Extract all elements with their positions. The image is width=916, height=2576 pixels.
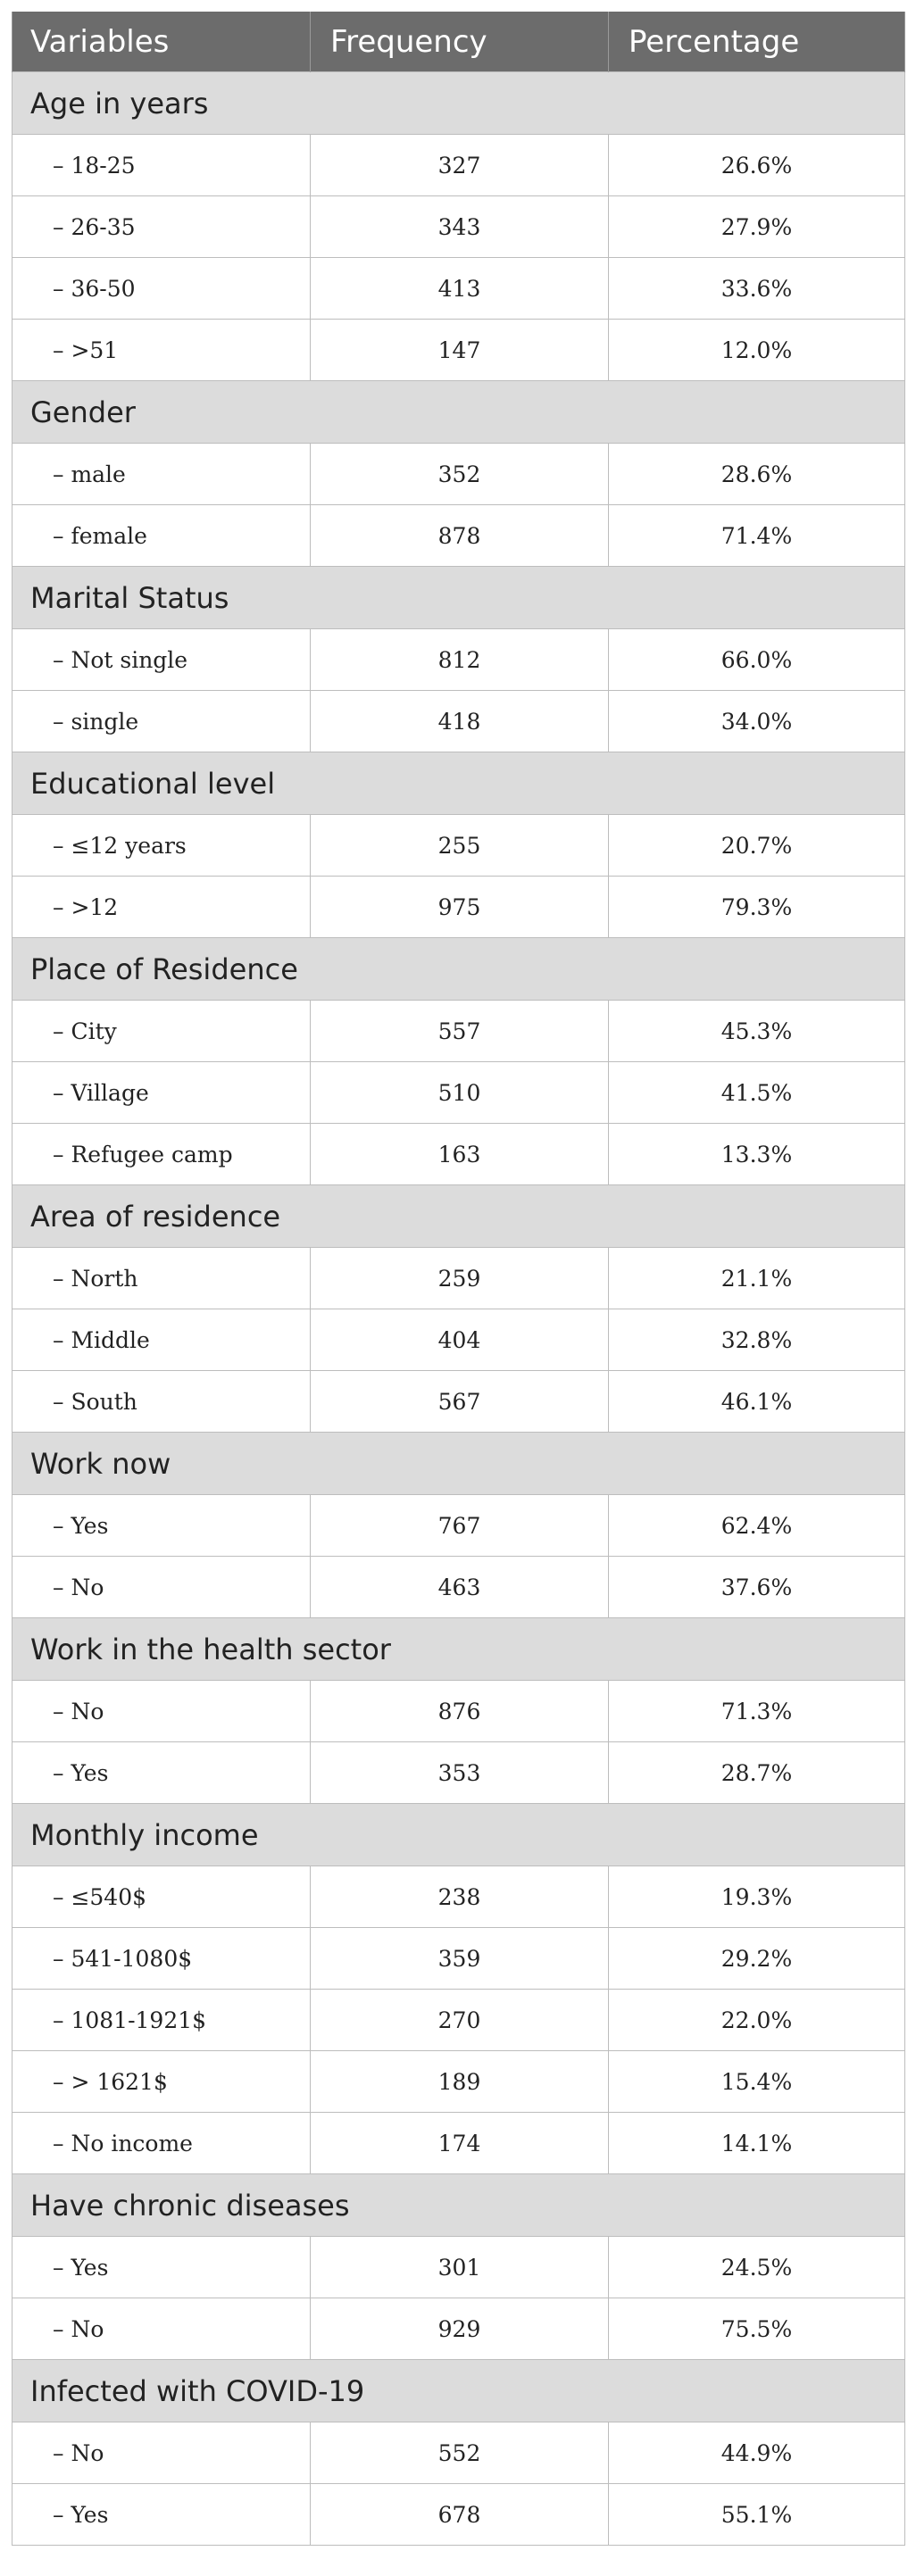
percentage-cell: 27.9% [609, 196, 905, 258]
percentage-cell: 26.6% [609, 135, 905, 196]
percentage-cell: 37.6% [609, 1557, 905, 1618]
frequency-cell: 270 [311, 1990, 609, 2051]
table-row [12, 2484, 905, 2546]
frequency-cell: 463 [311, 1557, 609, 1618]
header-percentage: Percentage [609, 12, 905, 72]
percentage-cell: 12.0% [609, 320, 905, 381]
table-row [12, 2051, 905, 2113]
table-row [12, 2113, 905, 2174]
table-row [12, 135, 905, 196]
section-title: Place of Residence [12, 938, 905, 1001]
table-row [12, 691, 905, 752]
percentage-cell: 28.7% [609, 1742, 905, 1804]
frequency-cell: 929 [311, 2298, 609, 2360]
frequency-cell: 255 [311, 815, 609, 877]
frequency-cell: 413 [311, 258, 609, 320]
table-row [12, 2237, 905, 2298]
table-row [12, 1124, 905, 1185]
frequency-cell: 812 [311, 629, 609, 691]
frequency-cell: 352 [311, 444, 609, 505]
section-title: Work now [12, 1433, 905, 1495]
percentage-cell: 15.4% [609, 2051, 905, 2113]
header-variables: Variables [12, 12, 311, 72]
row-label: – Yes [12, 1495, 311, 1557]
frequency-cell: 259 [311, 1248, 609, 1309]
section-title: Infected with COVID-19 [12, 2360, 905, 2422]
table-row [12, 815, 905, 877]
frequency-cell: 404 [311, 1309, 609, 1371]
row-label: – City [12, 1001, 311, 1062]
percentage-cell: 19.3% [609, 1866, 905, 1928]
header-row [12, 12, 905, 72]
table-row [12, 1866, 905, 1928]
section-row [12, 567, 905, 629]
table-row [12, 2422, 905, 2484]
section-row [12, 938, 905, 1001]
table-header [12, 12, 905, 72]
row-label: – >12 [12, 877, 311, 938]
frequency-cell: 975 [311, 877, 609, 938]
header-frequency: Frequency [311, 12, 609, 72]
percentage-cell: 21.1% [609, 1248, 905, 1309]
row-label: – 541-1080$ [12, 1928, 311, 1990]
percentage-cell: 32.8% [609, 1309, 905, 1371]
percentage-cell: 66.0% [609, 629, 905, 691]
section-title: Marital Status [12, 567, 905, 629]
percentage-cell: 71.4% [609, 505, 905, 567]
table-row [12, 196, 905, 258]
section-row [12, 72, 905, 135]
frequency-cell: 510 [311, 1062, 609, 1124]
table-row [12, 1681, 905, 1742]
row-label: – female [12, 505, 311, 567]
row-label: – Yes [12, 1742, 311, 1804]
row-label: – 18-25 [12, 135, 311, 196]
percentage-cell: 55.1% [609, 2484, 905, 2546]
table-row [12, 629, 905, 691]
section-title: Monthly income [12, 1804, 905, 1866]
percentage-cell: 14.1% [609, 2113, 905, 2174]
percentage-cell: 13.3% [609, 1124, 905, 1185]
table-row [12, 877, 905, 938]
frequency-cell: 418 [311, 691, 609, 752]
table-row [12, 1062, 905, 1124]
table-row [12, 258, 905, 320]
table-row [12, 1248, 905, 1309]
section-row [12, 1804, 905, 1866]
section-row [12, 2174, 905, 2237]
table-body [12, 72, 905, 2546]
section-row [12, 381, 905, 444]
row-label: – No [12, 2298, 311, 2360]
frequency-cell: 359 [311, 1928, 609, 1990]
row-label: – Yes [12, 2237, 311, 2298]
frequency-cell: 767 [311, 1495, 609, 1557]
section-row [12, 1185, 905, 1248]
table-row [12, 1309, 905, 1371]
frequency-cell: 238 [311, 1866, 609, 1928]
row-label: – ≤12 years [12, 815, 311, 877]
percentage-cell: 46.1% [609, 1371, 905, 1433]
table-row [12, 1001, 905, 1062]
row-label: – Not single [12, 629, 311, 691]
row-label: – No [12, 2422, 311, 2484]
frequency-cell: 163 [311, 1124, 609, 1185]
frequency-cell: 557 [311, 1001, 609, 1062]
section-title: Age in years [12, 72, 905, 135]
row-label: – No income [12, 2113, 311, 2174]
percentage-cell: 45.3% [609, 1001, 905, 1062]
demographics-table [12, 12, 905, 2546]
row-label: – single [12, 691, 311, 752]
percentage-cell: 24.5% [609, 2237, 905, 2298]
section-row [12, 2360, 905, 2422]
row-label: – South [12, 1371, 311, 1433]
row-label: – > 1621$ [12, 2051, 311, 2113]
section-title: Area of residence [12, 1185, 905, 1248]
percentage-cell: 20.7% [609, 815, 905, 877]
table-row [12, 2298, 905, 2360]
percentage-cell: 71.3% [609, 1681, 905, 1742]
table-row [12, 444, 905, 505]
row-label: – ≤540$ [12, 1866, 311, 1928]
table-row [12, 1495, 905, 1557]
table-row [12, 1371, 905, 1433]
percentage-cell: 29.2% [609, 1928, 905, 1990]
row-label: – Middle [12, 1309, 311, 1371]
row-label: – >51 [12, 320, 311, 381]
row-label: – male [12, 444, 311, 505]
section-title: Have chronic diseases [12, 2174, 905, 2237]
section-title: Educational level [12, 752, 905, 815]
row-label: – 1081-1921$ [12, 1990, 311, 2051]
table-row [12, 320, 905, 381]
percentage-cell: 34.0% [609, 691, 905, 752]
section-row [12, 1618, 905, 1681]
percentage-cell: 75.5% [609, 2298, 905, 2360]
section-title: Gender [12, 381, 905, 444]
row-label: – North [12, 1248, 311, 1309]
table-row [12, 505, 905, 567]
section-row [12, 1433, 905, 1495]
row-label: – Refugee camp [12, 1124, 311, 1185]
section-row [12, 752, 905, 815]
percentage-cell: 22.0% [609, 1990, 905, 2051]
row-label: – 36-50 [12, 258, 311, 320]
row-label: – Village [12, 1062, 311, 1124]
row-label: – No [12, 1681, 311, 1742]
table-row [12, 1990, 905, 2051]
percentage-cell: 79.3% [609, 877, 905, 938]
percentage-cell: 28.6% [609, 444, 905, 505]
percentage-cell: 44.9% [609, 2422, 905, 2484]
row-label: – Yes [12, 2484, 311, 2546]
percentage-cell: 62.4% [609, 1495, 905, 1557]
frequency-cell: 301 [311, 2237, 609, 2298]
table-row [12, 1557, 905, 1618]
table-row [12, 1928, 905, 1990]
frequency-cell: 174 [311, 2113, 609, 2174]
percentage-cell: 33.6% [609, 258, 905, 320]
section-title: Work in the health sector [12, 1618, 905, 1681]
frequency-cell: 878 [311, 505, 609, 567]
row-label: – 26-35 [12, 196, 311, 258]
row-label: – No [12, 1557, 311, 1618]
frequency-cell: 327 [311, 135, 609, 196]
percentage-cell: 41.5% [609, 1062, 905, 1124]
table-row [12, 1742, 905, 1804]
frequency-cell: 343 [311, 196, 609, 258]
frequency-cell: 147 [311, 320, 609, 381]
frequency-cell: 567 [311, 1371, 609, 1433]
frequency-cell: 876 [311, 1681, 609, 1742]
frequency-cell: 353 [311, 1742, 609, 1804]
frequency-cell: 189 [311, 2051, 609, 2113]
frequency-cell: 552 [311, 2422, 609, 2484]
frequency-cell: 678 [311, 2484, 609, 2546]
